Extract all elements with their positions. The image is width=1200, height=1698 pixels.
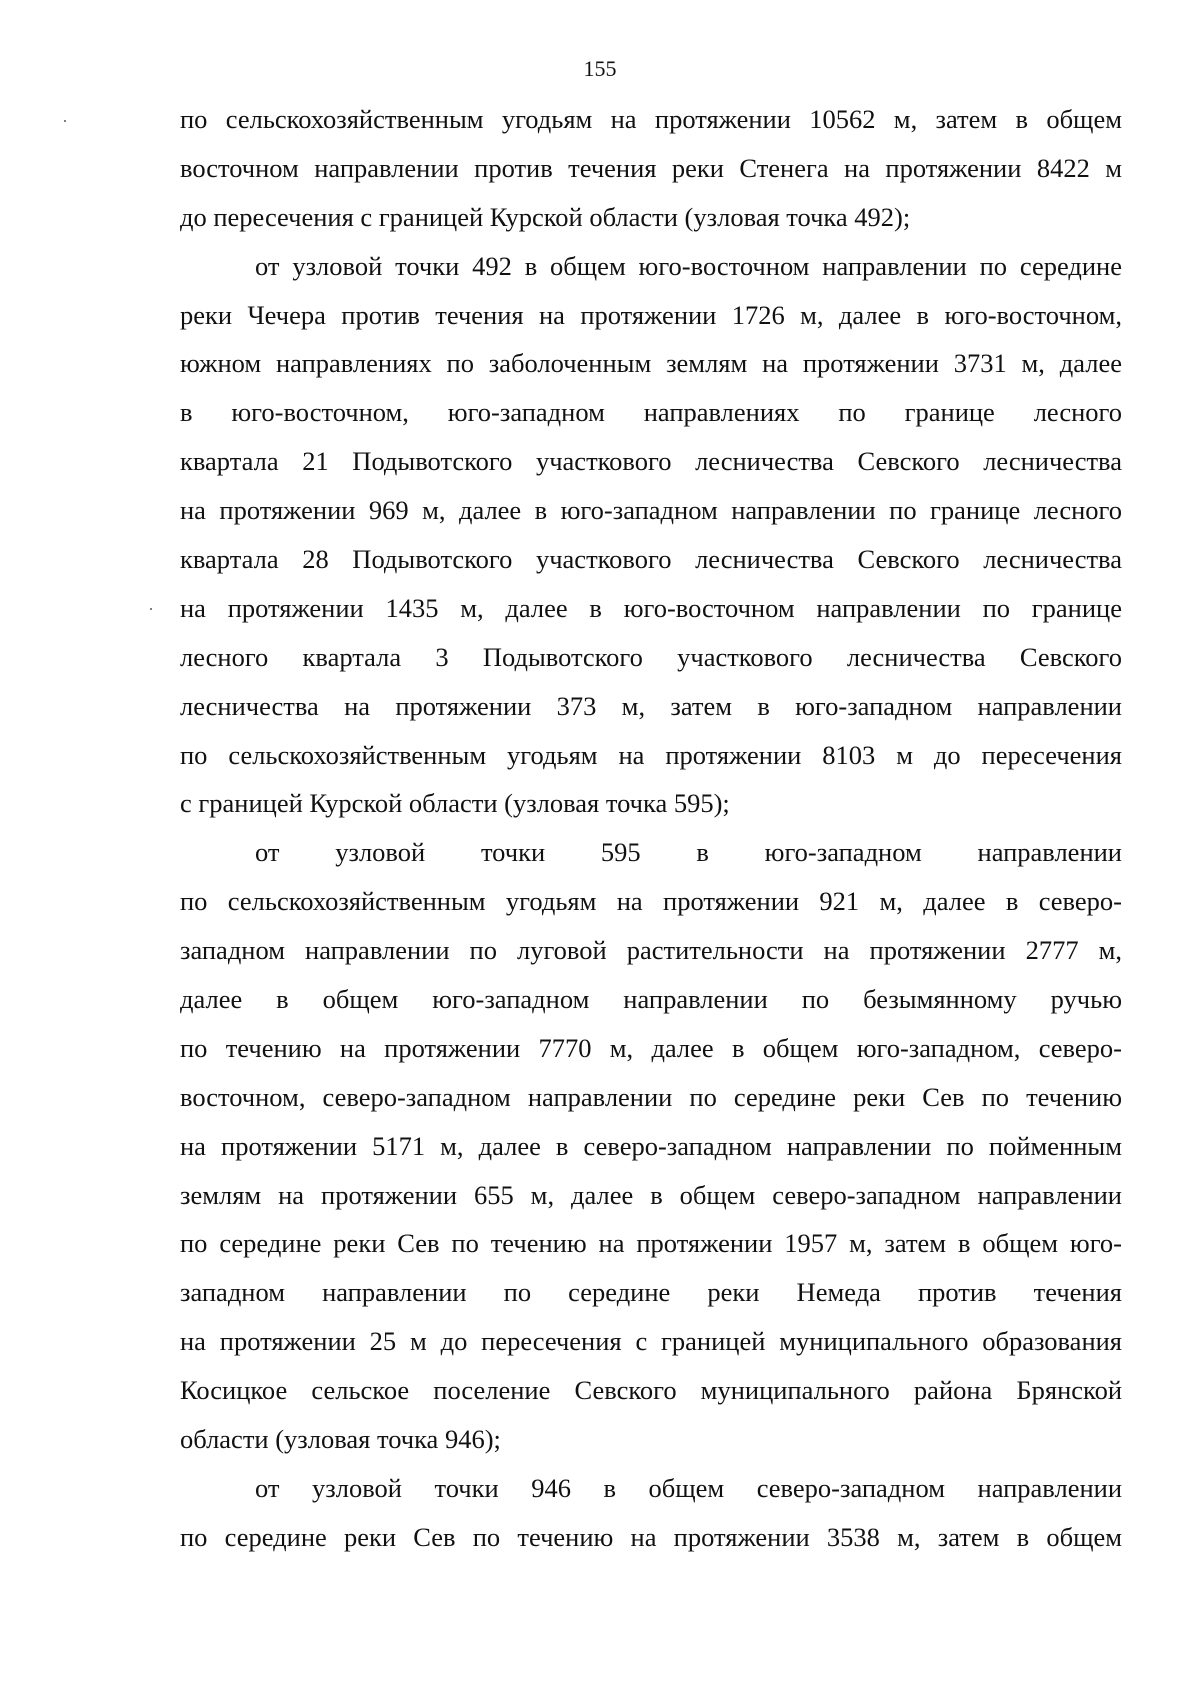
text-line: от узловой точки 492 в общем юго-восточном направлении по середине	[255, 250, 1122, 281]
text-line: на протяжении 5171 м, далее в северо-западном направлении по пойменным	[180, 1130, 1122, 1161]
text-line: западном направлении по луговой растительности на протяжении 2777 м,	[180, 935, 1122, 966]
text-line: по середине реки Сев по течению на протяжении 1957 м, затем в общем юго-	[180, 1228, 1122, 1259]
scan-speck	[150, 608, 152, 610]
text-line: на протяжении 25 м до пересечения с границей муниципального образования	[180, 1326, 1122, 1357]
text-line: квартала 28 Подывотского участкового лесничества Севского лесничества	[180, 544, 1122, 575]
text-line: на протяжении 1435 м, далее в юго-восточном направлении по границе	[180, 592, 1122, 623]
page-number: 155	[583, 56, 617, 81]
text-line: Косицкое сельское поселение Севского муниципального района Брянской	[180, 1375, 1122, 1406]
text-line: по сельскохозяйственным угодьям на протяжении 921 м, далее в северо-	[180, 886, 1122, 917]
text-line: южном направлениях по заболоченным землям на протяжении 3731 м, далее	[180, 348, 1122, 379]
text-line: на протяжении 969 м, далее в юго-западном направлении по границе лесного	[180, 495, 1122, 526]
text-line: от узловой точки 595 в юго-западном направлении	[255, 837, 1122, 868]
text-line: с границей Курской области (узловая точка 595);	[180, 788, 730, 819]
text-line: по середине реки Сев по течению на протяжении 3538 м, затем в общем	[180, 1521, 1122, 1552]
text-line: восточном направлении против течения реки Стенега на протяжении 8422 м	[180, 152, 1122, 183]
body-text	[180, 95, 1122, 1562]
text-line: области (узловая точка 946);	[180, 1424, 501, 1455]
scan-speck	[64, 120, 66, 122]
text-line: лесничества на протяжении 373 м, затем в юго-западном направлении	[180, 690, 1122, 721]
text-line: лесного квартала 3 Подывотского участкового лесничества Севского	[180, 641, 1122, 672]
text-line: квартала 21 Подывотского участкового лесничества Севского лесничества	[180, 446, 1122, 477]
text-line: восточном, северо-западном направлении по середине реки Сев по течению	[180, 1081, 1122, 1112]
text-line: западном направлении по середине реки Немеда против течения	[180, 1277, 1122, 1308]
text-line: по сельскохозяйственным угодьям на протяжении 10562 м, затем в общем	[180, 104, 1122, 134]
text-line: до пересечения с границей Курской области (узловая точка 492);	[180, 201, 911, 232]
text-line: реки Чечера против течения на протяжении 1726 м, далее в юго-восточном,	[180, 299, 1122, 330]
text-line: от узловой точки 946 в общем северо-западном направлении	[255, 1472, 1122, 1503]
text-line: землям на протяжении 655 м, далее в общем северо-западном направлении	[180, 1179, 1122, 1210]
text-line: в юго-восточном, юго-западном направлениях по границе лесного	[180, 397, 1122, 428]
text-line: по сельскохозяйственным угодьям на протяжении 8103 м до пересечения	[180, 739, 1122, 770]
text-line: далее в общем юго-западном направлении по безымянному ручью	[180, 984, 1122, 1015]
text-line: по течению на протяжении 7770 м, далее в общем юго-западном, северо-	[180, 1032, 1122, 1063]
